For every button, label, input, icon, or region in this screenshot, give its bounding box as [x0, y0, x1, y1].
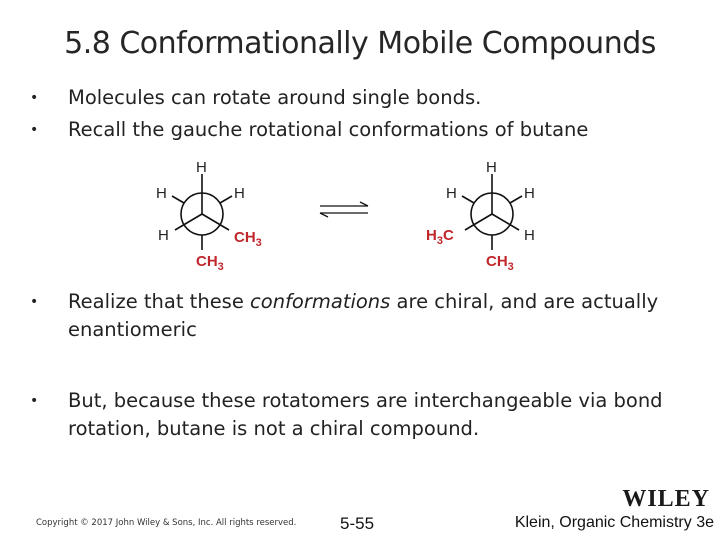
- bullet-text: But, because these rotatomers are interchangeable via bond rotation, butane is not a chiral compound.: [68, 389, 663, 440]
- wiley-logo: WILEY: [622, 486, 710, 512]
- equilibrium-arrow-icon: [320, 202, 368, 217]
- slide-title: 5.8 Conformationally Mobile Compounds: [64, 26, 656, 61]
- newman-projections: [140, 158, 560, 278]
- atom-label: H: [158, 227, 169, 244]
- methyl-label: $CH_3$: [234, 229, 262, 249]
- bullet-text: Realize that these conformations are chiral, and are actually enantiomeric: [68, 290, 659, 341]
- copyright-text: Copyright © 2017 John Wiley & Sons, Inc. All rights reserved.: [36, 518, 297, 528]
- book-citation: Klein, Organic Chemistry 3e: [514, 514, 714, 531]
- atom-label: H: [196, 159, 207, 176]
- bullet-dot: •: [30, 90, 39, 106]
- bullet-text: Recall the gauche rotational conformations of butane: [68, 118, 589, 141]
- atom-label: H: [524, 227, 535, 244]
- newman-diagram: [140, 158, 560, 278]
- newman-left: [156, 159, 262, 273]
- atom-label: H: [234, 185, 245, 202]
- page-number: 5-55: [340, 514, 375, 533]
- bullet-dot: •: [30, 122, 39, 138]
- bullet-dot: •: [30, 393, 39, 409]
- atom-label: H: [446, 185, 457, 202]
- methyl-label: $CH_3$: [486, 253, 514, 273]
- bullet-text: Molecules can rotate around single bonds.: [68, 86, 482, 109]
- atom-label: H: [524, 185, 535, 202]
- atom-label: H: [156, 185, 167, 202]
- bullet-dot: •: [30, 294, 39, 310]
- methyl-label: $H_3C$: [426, 227, 454, 247]
- atom-label: H: [486, 159, 497, 176]
- methyl-label: $CH_3$: [196, 253, 224, 273]
- newman-right: [426, 159, 535, 273]
